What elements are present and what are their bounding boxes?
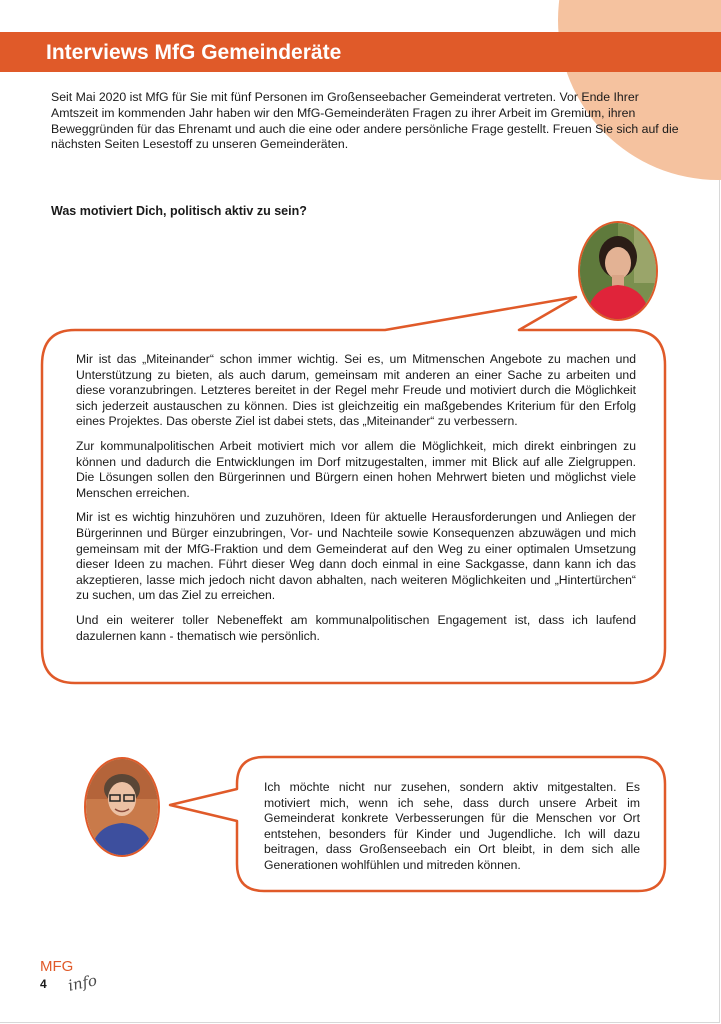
interview-question: Was motiviert Dich, politisch aktiv zu sein? [51, 204, 307, 218]
answer-1-text [76, 352, 636, 653]
footer-brand-subtitle: info [66, 971, 99, 995]
intro-paragraph: Seit Mai 2020 ist MfG für Sie mit fünf Personen im Großenseebacher Gemeinderat vertreten. Vor Ende Ihrer Amtszeit im kommenden Jahr haben wir den MfG-Gemeinderäten Fragen zu ihrer Arbeit im Gremium, ihren Beweggründen für das Ehrenamt und auch die eine oder andere persönliche Frage gestellt. Freuen Sie sich auf die nächsten Seiten Lesestoff zu unseren Gemeinderäten. [51, 90, 679, 152]
answer-1-paragraph: Mir ist das „Miteinander“ schon immer wichtig. Sei es, um Mitmenschen Angebote zu machen und Unterstützung zu bieten, als auch darum, gemeinsam mit anderen an einer Sache zu arbeiten und diese voranzubringen. Letzteres bereitet in der Regel mehr Freude und motiviert durch die Möglichkeit sich jederzeit austauschen zu können. Dies ist gleichzeitig ein maßgebendes Kriterium für den Erfolg eines Projektes. Das oberste Ziel ist dabei stets, das „Miteinander“ zu verbessern. [76, 352, 636, 429]
page-number: 4 [40, 977, 47, 991]
answer-2-text: Ich möchte nicht nur zusehen, sondern aktiv mitgestalten. Es motiviert mich, wenn ich sehe, dass durch unsere Arbeit im Gemeinderat konkrete Verbesserungen für die Menschen vor Ort entstehen, besonders für Kinder und Jugendliche. Ich will dazu beitragen, dass Großenseebach ein Ort bleibt, in dem sich alle Generationen wohlfühlen und mitreden können. [264, 780, 640, 872]
footer-brand-logo: MFG [40, 958, 74, 975]
answer-1-paragraph: Und ein weiterer toller Nebeneffekt am kommunalpolitischen Engagement ist, dass ich laufend dazulernen kann - thematisch wie persönlich. [76, 612, 636, 643]
portrait-photo-2 [84, 757, 160, 857]
answer-1-paragraph: Mir ist es wichtig hinzuhören und zuzuhören, Ideen für aktuelle Herausforderungen und Anliegen der Bürgerinnen und Bürger einzubringen, Vor- und Nachteile sowie Konsequenzen abzuwägen und mich gemeinsam mit der MfG-Fraktion und dem Gemeinderat auf den Weg zu einer optimalen Umsetzung dieser Ideen zu machen. Führt dieser Weg dann doch einmal in eine Sackgasse, dann kann ich das akzeptieren, lasse mich jedoch nicht davon abhalten, nach weiteren Möglichkeiten und „Hintertürchen“ zu suchen, um das Ziel zu erreichen. [76, 510, 636, 603]
answer-1-paragraph: Zur kommunalpolitischen Arbeit motiviert mich vor allem die Möglichkeit, mich direkt einbringen zu können und dadurch die Entwicklungen im Dorf mitzugestalten, immer mit Blick auf alle Zielgruppen. Die Lösungen sollen den Bürgerinnen und Bürgern einen hohen Mehrwert bieten und möglichst viele Menschen erreichen. [76, 438, 636, 500]
portrait-photo-1 [578, 221, 658, 321]
page-title: Interviews MfG Gemeinderäte [46, 41, 342, 64]
